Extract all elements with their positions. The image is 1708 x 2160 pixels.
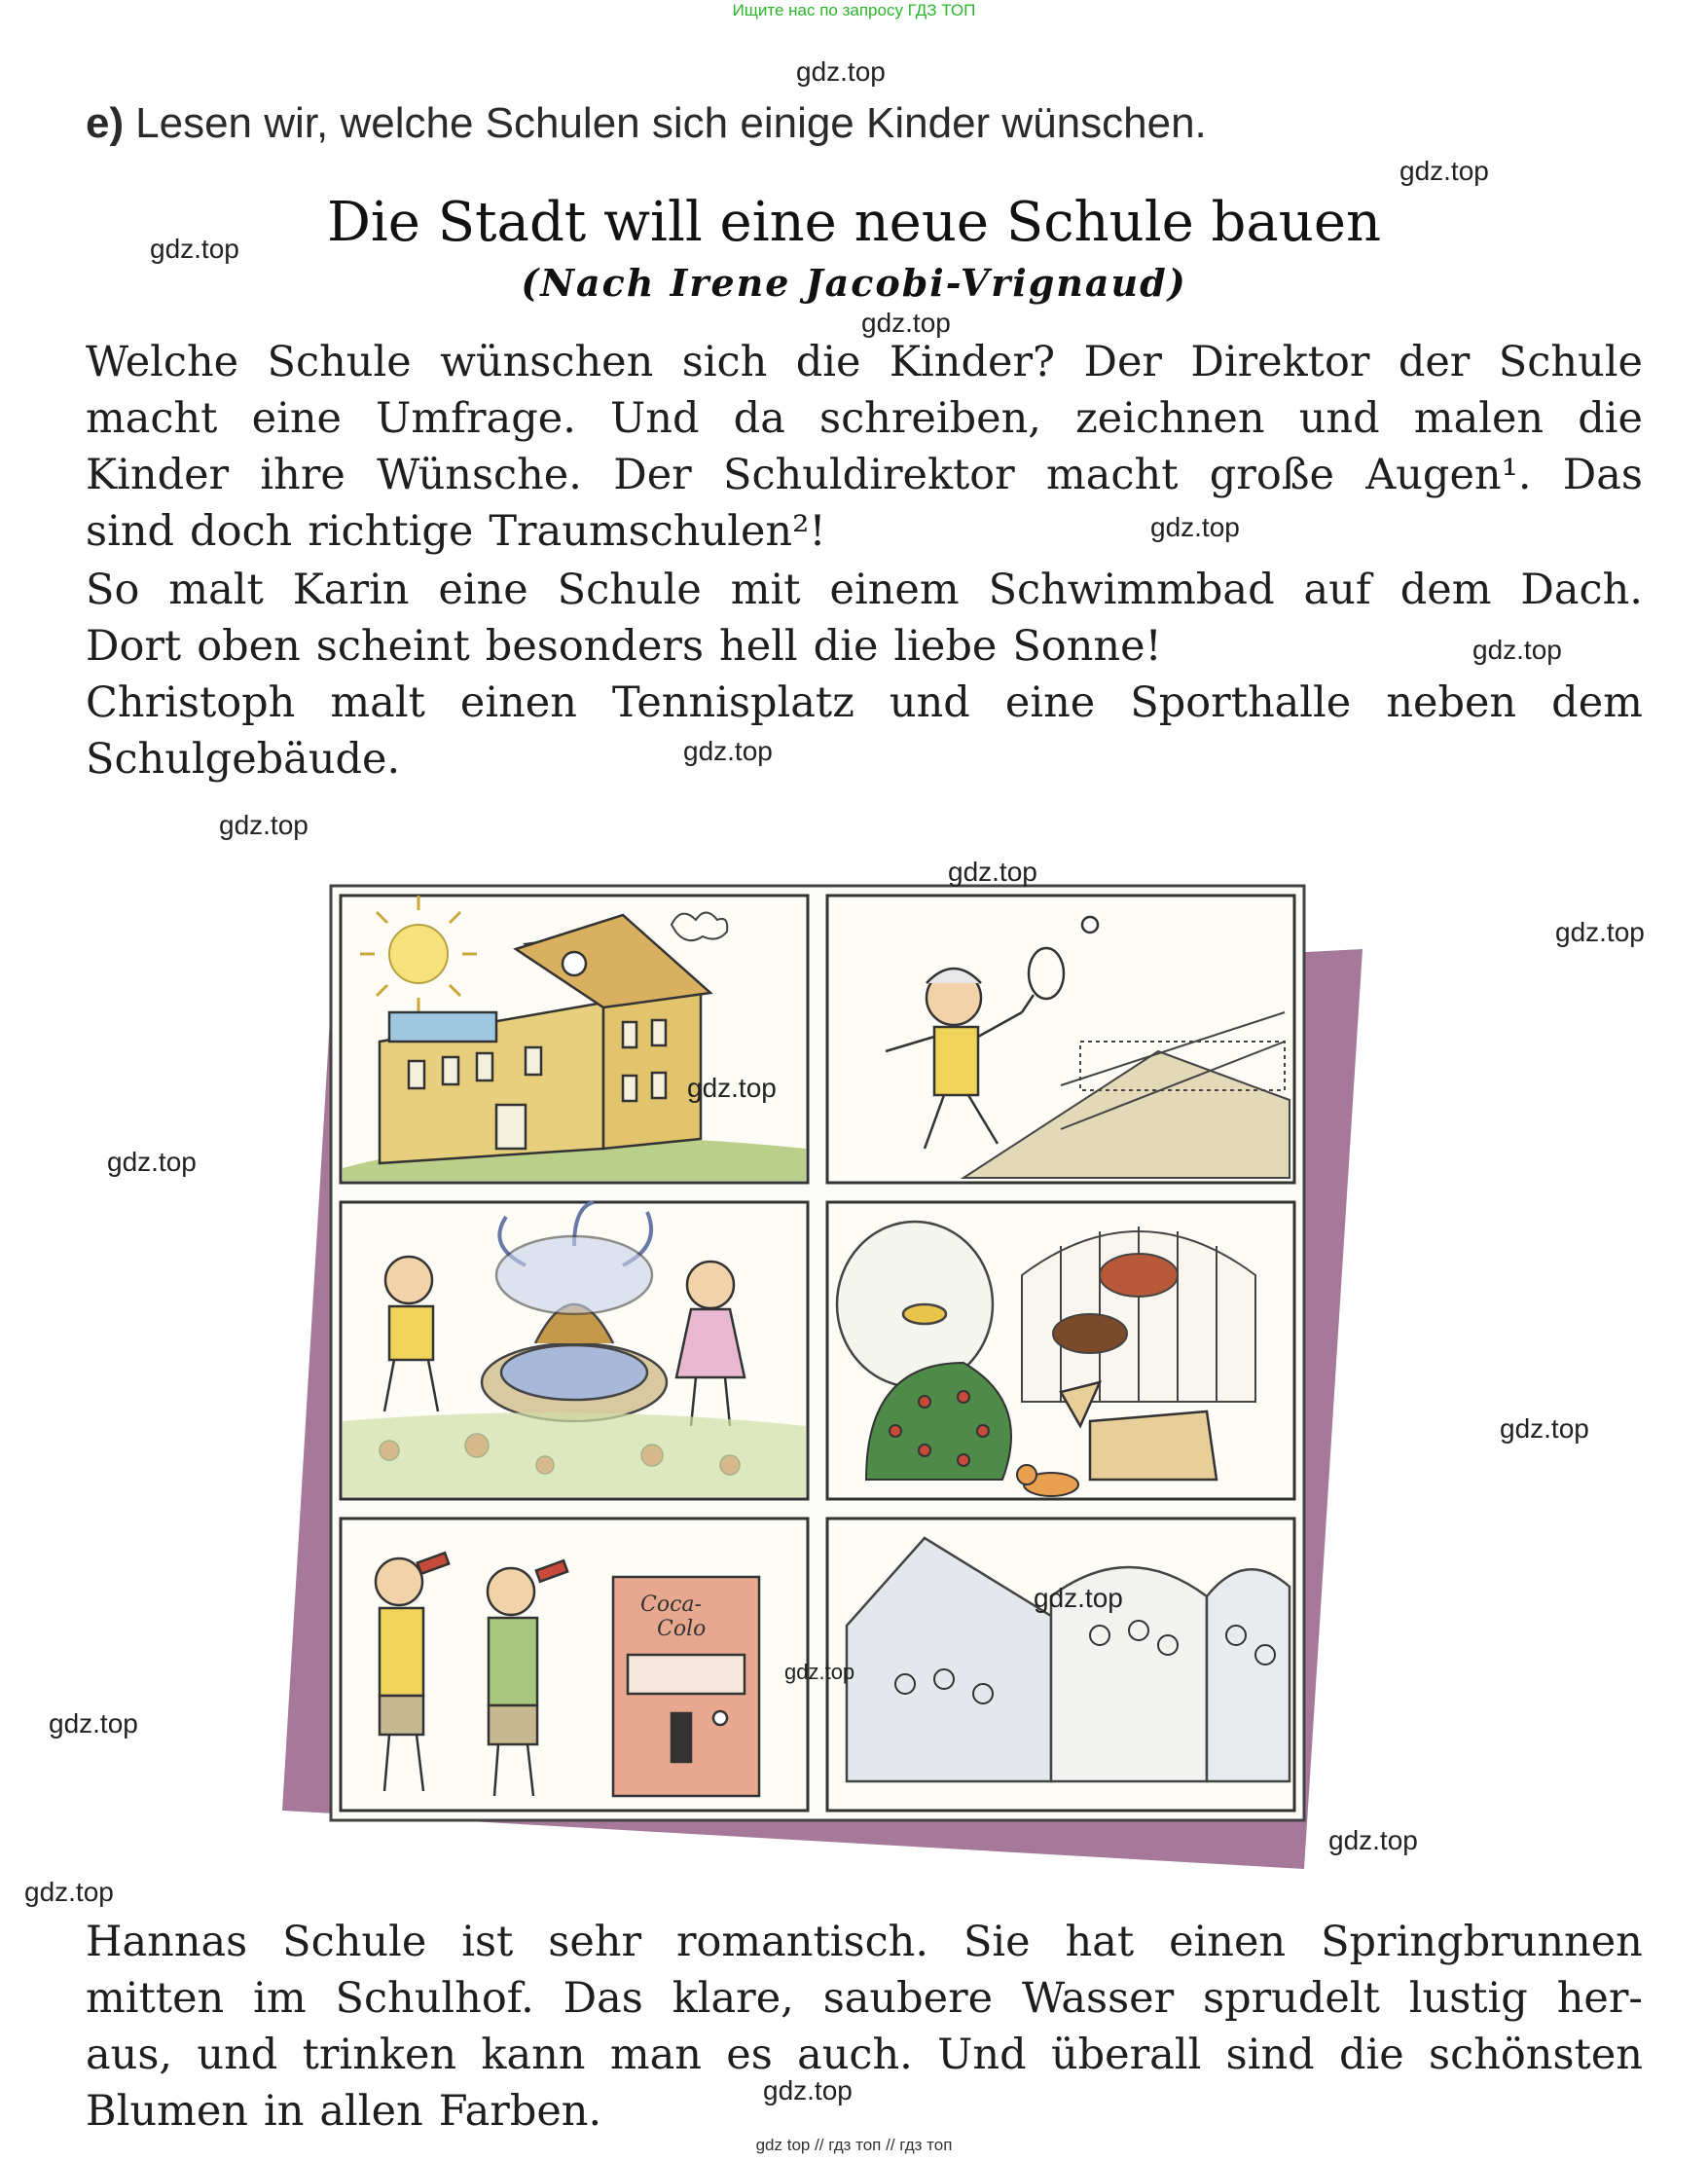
- word: schreiben,: [819, 394, 1041, 443]
- word: malen: [1413, 394, 1544, 443]
- word: liebe: [893, 622, 998, 671]
- word: große: [1209, 451, 1334, 499]
- task-instruction: [86, 99, 1207, 148]
- word: die: [1578, 394, 1643, 443]
- word: neben: [1386, 678, 1517, 727]
- word: romantisch.: [675, 1918, 929, 1966]
- word: Der: [1083, 338, 1162, 386]
- top-banner: Ищите нас по запросу ГДЗ ТОП: [732, 1, 976, 19]
- word: dem: [1399, 566, 1492, 614]
- word: Tennisplatz: [612, 678, 854, 727]
- paragraph-christoph: [86, 675, 1643, 787]
- grass: [343, 1412, 806, 1497]
- text-line: [86, 1970, 1643, 2027]
- watermark: gdz.top: [1399, 156, 1489, 186]
- word: einen: [1169, 1918, 1287, 1966]
- watermark: gdz.top: [1500, 1413, 1589, 1444]
- word: im: [253, 1974, 307, 2023]
- word: Schulhof.: [335, 1974, 534, 2023]
- text-line: [86, 731, 1643, 787]
- vending-sign-line2: Colo: [657, 1617, 707, 1641]
- word: Schule: [1498, 338, 1643, 386]
- word: scheint: [315, 622, 470, 671]
- word: Das: [563, 1974, 643, 2023]
- word: sich: [681, 338, 768, 386]
- word: her-: [1556, 1974, 1643, 2023]
- word: Schuldirektor: [722, 451, 1015, 499]
- word: hell: [719, 622, 798, 671]
- text-line: [86, 618, 1643, 675]
- text-line: [86, 2027, 1643, 2083]
- text-line: [86, 334, 1643, 390]
- word: Schulgebäude.: [86, 735, 401, 784]
- word: macht: [1046, 451, 1179, 499]
- watermark: gdz.top: [763, 2075, 853, 2105]
- word: einen: [459, 678, 577, 727]
- fishbowl-drawing: [837, 1222, 993, 1387]
- word: mitten: [86, 1974, 225, 2023]
- text-line: [86, 447, 1643, 503]
- word: sind: [1225, 2031, 1315, 2079]
- watermark: gdz.top: [948, 857, 1037, 887]
- text-line: [86, 2083, 1643, 2140]
- word: Augen¹.: [1365, 451, 1532, 499]
- text-line: [86, 503, 1643, 560]
- word: Blumen: [86, 2087, 248, 2136]
- text-line: [86, 562, 1643, 618]
- word: mit: [730, 566, 801, 614]
- word: Direktor: [1190, 338, 1370, 386]
- word: Sporthalle: [1130, 678, 1352, 727]
- word: zeichnen: [1075, 394, 1265, 443]
- watermark: gdz.top: [1328, 1825, 1418, 1855]
- word: Kinder: [86, 451, 230, 499]
- word: Farben.: [438, 2087, 602, 2136]
- word: die: [813, 622, 879, 671]
- word: in: [263, 2087, 305, 2136]
- word: Christoph: [86, 678, 296, 727]
- word: Und: [937, 2031, 1027, 2079]
- word: allen: [319, 2087, 423, 2136]
- word: man: [609, 2031, 702, 2079]
- word: Springbrunnen: [1321, 1918, 1643, 1966]
- birdcage-drawing: [1022, 1226, 1255, 1402]
- word: auf: [1303, 566, 1371, 614]
- word: Umfrage.: [376, 394, 576, 443]
- word: Kinder?: [889, 338, 1056, 386]
- word: Karin: [292, 566, 410, 614]
- word: aus,: [86, 2031, 173, 2079]
- word: besonders: [485, 622, 705, 671]
- word: Das: [1562, 451, 1643, 499]
- word: klare,: [672, 1974, 794, 2023]
- watermark: gdz.top: [1472, 635, 1562, 665]
- word: es: [726, 2031, 773, 2079]
- watermark: gdz.top: [861, 308, 951, 338]
- task-label: e): [86, 99, 125, 147]
- word: sind: [86, 507, 175, 556]
- word: Und: [610, 394, 700, 443]
- word: richtige: [308, 507, 474, 556]
- watermark: gdz.top: [150, 234, 239, 264]
- word: lustig: [1408, 1974, 1528, 2023]
- word: die: [795, 338, 861, 386]
- word: Der: [613, 451, 692, 499]
- word: Wünsche.: [377, 451, 582, 499]
- page-title: Die Stadt will eine neue Schule bauen: [326, 191, 1382, 254]
- watermark: gdz.top: [687, 1073, 777, 1103]
- watermark: gdz.top: [24, 1877, 114, 1907]
- paragraph-hanna: [86, 1914, 1643, 2140]
- word: Dort: [86, 622, 182, 671]
- watermark: gdz.top: [1150, 512, 1240, 542]
- word: macht: [86, 394, 218, 443]
- word: hat: [1065, 1918, 1135, 1966]
- paragraph-intro: [86, 334, 1643, 560]
- word: einem: [829, 566, 960, 614]
- word: Schule: [282, 1918, 427, 1966]
- word: Wasser: [1021, 1974, 1175, 2023]
- word: auch.: [797, 2031, 913, 2079]
- word: schönsten: [1429, 2031, 1643, 2079]
- word: sprudelt: [1203, 1974, 1380, 2023]
- word: da: [733, 394, 785, 443]
- word: und: [1298, 394, 1380, 443]
- word: Sonne!: [1012, 622, 1162, 671]
- word: doch: [190, 507, 293, 556]
- watermark: gdz.top: [219, 810, 309, 840]
- watermark: gdz.top: [1034, 1583, 1123, 1613]
- word: überall: [1050, 2031, 1202, 2079]
- watermark: gdz.top: [1555, 917, 1645, 947]
- word: eine: [1004, 678, 1096, 727]
- watermark: gdz.top: [784, 1660, 855, 1684]
- watermark: gdz.top: [107, 1147, 197, 1177]
- word: eine: [438, 566, 528, 614]
- word: Sie: [963, 1918, 1031, 1966]
- word: saubere: [822, 1974, 994, 2023]
- watermark: gdz.top: [683, 736, 773, 766]
- word: oben: [197, 622, 301, 671]
- school-dreams-illustration: [282, 857, 1382, 1869]
- word: Schule: [557, 566, 702, 614]
- watermark: gdz.top: [796, 56, 886, 87]
- vending-machine-drawing: [613, 1577, 759, 1796]
- word: sehr: [548, 1918, 642, 1966]
- paragraph-karin: [86, 562, 1643, 675]
- text-line: [86, 675, 1643, 731]
- vending-sign-line1: Coca-: [640, 1593, 702, 1617]
- text-line: [86, 1914, 1643, 1970]
- word: kann: [481, 2031, 586, 2079]
- word: Traumschulen²!: [489, 507, 826, 556]
- word: Schule: [267, 338, 412, 386]
- word: Schwimmbad: [988, 566, 1275, 614]
- task-text: Lesen wir, welche Schulen sich einige Kinder wünschen.: [135, 99, 1207, 147]
- word: die: [1339, 2031, 1404, 2079]
- text-line: [86, 390, 1643, 447]
- word: trinken: [302, 2031, 457, 2079]
- word: malt: [330, 678, 425, 727]
- word: wünschen: [440, 338, 654, 386]
- word: dem: [1551, 678, 1643, 727]
- word: eine: [251, 394, 342, 443]
- watermark: gdz.top: [49, 1708, 138, 1739]
- page-subtitle: (Nach Irene Jacobi-Vrignaud): [521, 261, 1187, 305]
- word: Hannas: [86, 1918, 248, 1966]
- word: Welche: [86, 338, 239, 386]
- word: und: [197, 2031, 278, 2079]
- word: ihre: [260, 451, 345, 499]
- word: der: [1398, 338, 1471, 386]
- word: ist: [461, 1918, 514, 1966]
- word: malt: [168, 566, 264, 614]
- word: Dach.: [1520, 566, 1643, 614]
- word: So: [86, 566, 140, 614]
- bottom-banner: gdz top // гдз топ // гдз топ: [755, 2136, 953, 2154]
- word: und: [889, 678, 970, 727]
